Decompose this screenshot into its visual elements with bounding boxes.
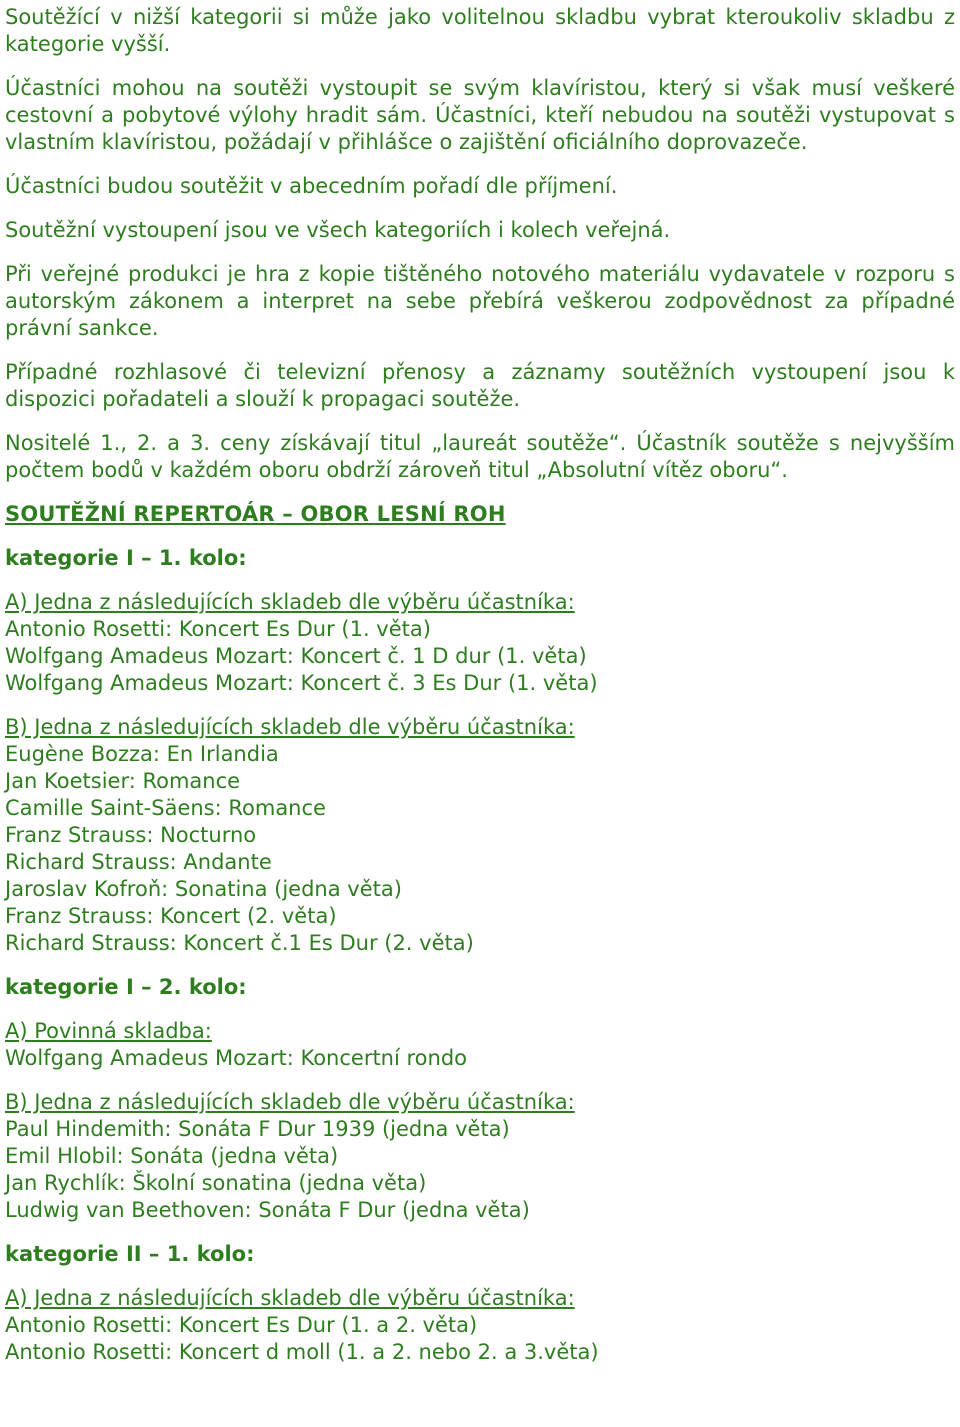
paragraph-order: Účastníci budou soutěžit v abecedním pořadí dle příjmení. <box>5 174 618 198</box>
category-block <box>5 1241 955 1366</box>
piece-item: Wolfgang Amadeus Mozart: Koncert č. 3 Es Dur (1. věta) <box>5 671 598 695</box>
category-title: kategorie II – 1. kolo: <box>5 1242 255 1266</box>
paragraph-pianist: Účastníci mohou na soutěži vystoupit se svým klavíristou, který si však musí veškeré cestovní a pobytové výlohy hradit sám. Účastníci, kteří nebudou na soutěži vystupovat s vlastním klavíristou, požádají v přihlášce o zajištění oficiálního doprovazeče. <box>5 76 955 154</box>
repertoire-group <box>5 589 955 697</box>
piece-item: Antonio Rosetti: Koncert d moll (1. a 2. nebo 2. a 3.věta) <box>5 1340 599 1364</box>
category-block <box>5 974 955 1224</box>
piece-item: Franz Strauss: Koncert (2. věta) <box>5 904 337 928</box>
piece-item: Antonio Rosetti: Koncert Es Dur (1. a 2. věta) <box>5 1313 478 1337</box>
repertoire-group <box>5 1018 955 1072</box>
piece-item: Paul Hindemith: Sonáta F Dur 1939 (jedna věta) <box>5 1117 510 1141</box>
paragraph-laureate: Nositelé 1., 2. a 3. ceny získávají titul „laureát soutěže“. Účastník soutěže s nejvyšším počtem bodů v každém oboru obdrží zároveň titul „Absolutní vítěz oboru“. <box>5 431 955 482</box>
section-title: SOUTĚŽNÍ REPERTOÁR – OBOR LESNÍ ROH <box>5 502 506 526</box>
group-heading: B) Jedna z následujících skladeb dle výběru účastníka: <box>5 715 575 739</box>
group-heading: A) Jedna z následujících skladeb dle výběru účastníka: <box>5 1286 575 1310</box>
document-page <box>5 4 955 1383</box>
piece-item: Ludwig van Beethoven: Sonáta F Dur (jedna věta) <box>5 1198 530 1222</box>
piece-item: Wolfgang Amadeus Mozart: Koncertní rondo <box>5 1046 468 1070</box>
paragraph-copyright: Při veřejné produkci je hra z kopie tištěného notového materiálu vydavatele v rozporu s autorským zákonem a interpret na sebe přebírá veškerou zodpovědnost za případné právní sankce. <box>5 262 955 340</box>
piece-item: Wolfgang Amadeus Mozart: Koncert č. 1 D dur (1. věta) <box>5 644 587 668</box>
group-heading: A) Povinná skladba: <box>5 1019 212 1043</box>
paragraph-public: Soutěžní vystoupení jsou ve všech kategoriích i kolech veřejná. <box>5 218 671 242</box>
category-title: kategorie I – 1. kolo: <box>5 546 247 570</box>
category-title: kategorie I – 2. kolo: <box>5 975 247 999</box>
paragraph-optional-piece: Soutěžící v nižší kategorii si může jako volitelnou skladbu vybrat kteroukoliv skladbu z kategorie vyšší. <box>5 5 955 56</box>
piece-item: Camille Saint-Säens: Romance <box>5 796 326 820</box>
repertoire-group <box>5 1285 955 1366</box>
piece-item: Jan Koetsier: Romance <box>5 769 241 793</box>
repertoire-group <box>5 1089 955 1224</box>
piece-item: Richard Strauss: Andante <box>5 850 272 874</box>
group-heading: B) Jedna z následujících skladeb dle výběru účastníka: <box>5 1090 575 1114</box>
repertoire-group <box>5 714 955 957</box>
piece-item: Emil Hlobil: Sonáta (jedna věta) <box>5 1144 339 1168</box>
piece-item: Antonio Rosetti: Koncert Es Dur (1. věta) <box>5 617 431 641</box>
paragraph-broadcast: Případné rozhlasové či televizní přenosy a záznamy soutěžních vystoupení jsou k dispozici pořadateli a slouží k propagaci soutěže. <box>5 360 955 411</box>
group-heading: A) Jedna z následujících skladeb dle výběru účastníka: <box>5 590 575 614</box>
piece-item: Franz Strauss: Nocturno <box>5 823 257 847</box>
piece-item: Eugène Bozza: En Irlandia <box>5 742 279 766</box>
category-block <box>5 545 955 957</box>
piece-item: Jaroslav Kofroň: Sonatina (jedna věta) <box>5 877 402 901</box>
piece-item: Jan Rychlík: Školní sonatina (jedna věta) <box>5 1171 427 1195</box>
piece-item: Richard Strauss: Koncert č.1 Es Dur (2. věta) <box>5 931 474 955</box>
